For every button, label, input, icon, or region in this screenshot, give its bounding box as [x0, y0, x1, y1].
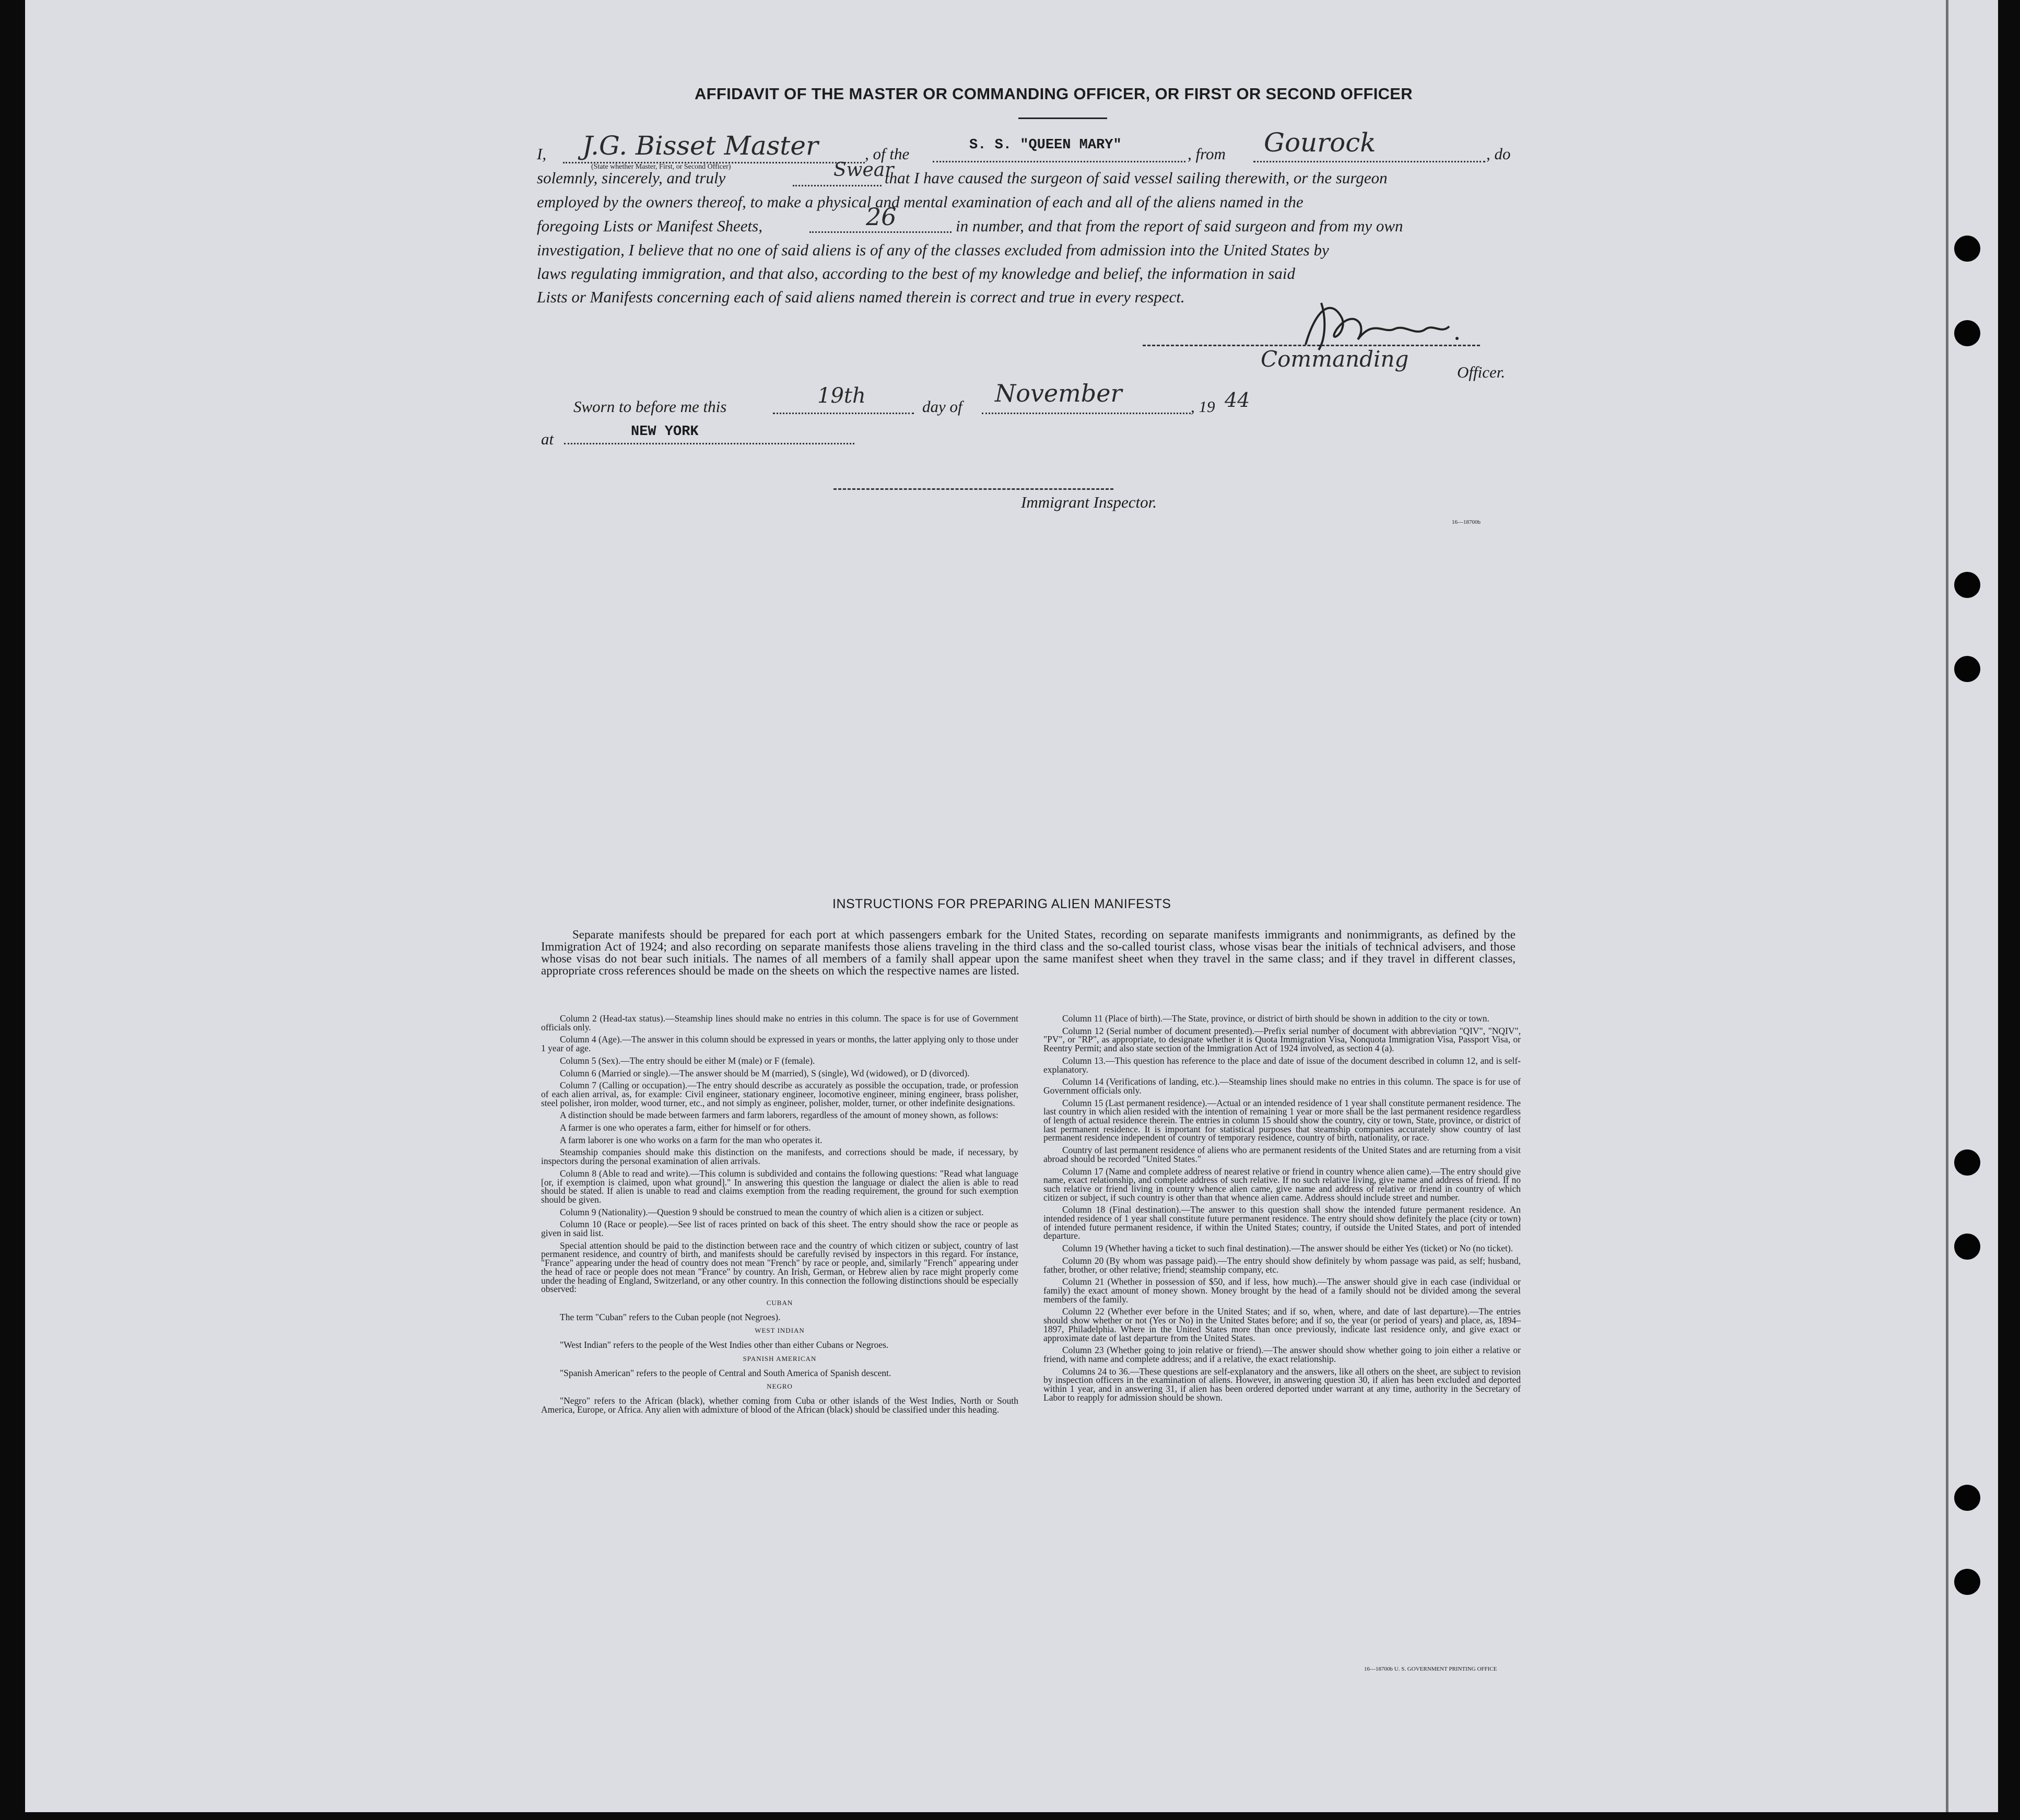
section-heading-cuban: CUBAN — [766, 1298, 793, 1307]
year-handwritten: 44 — [1225, 389, 1250, 412]
sheet-count-line — [809, 231, 952, 233]
instructions-intro: Separate manifests should be prepared for each port at which passengers embark for the United States, recording on separate manifests immigrants and nonimmigrants, as defined by the Immigration Act of 1924; and also recording on separate manifests those aliens traveling in the third class and the so-called tourist class, whose visas bear the initials of technical advisers, and those whose visas do not bear such initials. The names of all members of a family shall appear upon the same manifest sheet when they travel in the same class; and if they travel in different classes, appropriate cross references should be made on the sheets on which the respective names are listed. — [541, 928, 1516, 977]
at-label: at — [541, 430, 554, 448]
do-label: , do — [1486, 145, 1511, 163]
sheet-count-handwritten: 26 — [866, 203, 897, 231]
instructions-left-column — [541, 1014, 1018, 1417]
instruction-paragraph: Column 2 (Head-tax status).—Steamship lines should make no entries in this column. The space is for use of Government officials only. — [541, 1013, 1018, 1032]
punch-hole — [1954, 1149, 1980, 1176]
instruction-paragraph: Column 8 (Able to read and write).—This column is subdivided and contains the following questions: "Read what language [or, if exemption is claimed, upon what ground]." In answering this question the language or dialect the alien is able to read should be stated. If alien is unable to read and claims exemption from the reading requirement, the ground for such exemption should be given. — [541, 1168, 1018, 1205]
instruction-paragraph: Column 12 (Serial number of document presented).—Prefix serial number of document with abbreviation "QIV", "NQIV", "PV", or "RP", as appropriate, to designate whether it is Quota Immigration Visa, Nonquota Immigration Visa, Passport Visa, or Reentry Permit; and also state section of the Immigration Act of 1924 involved, as section 4 (a). — [1043, 1025, 1521, 1054]
instruction-paragraph: Column 5 (Sex).—The entry should be either M (male) or F (female). — [560, 1055, 815, 1066]
instruction-paragraph: "Negro" refers to the African (black), whether coming from Cuba or other islands of the West Indies, North or South America, Europe, or Africa. Any alien with admixture of blood of the African (black) should be classified under this heading. — [541, 1395, 1018, 1415]
instruction-paragraph: Steamship companies should make this distinction on the manifests, and corrections should be made, if necessary, by inspectors during the personal examination of alien arrivals. — [541, 1147, 1018, 1167]
affidavit-line-3: employed by the owners thereof, to make a physical and mental examination of each and all of the aliens named in the — [537, 193, 1303, 211]
instruction-paragraph: Column 6 (Married or single).—The answer should be M (married), S (single), Wd (widowed), or D (divorced). — [560, 1067, 970, 1078]
instructions-title: INSTRUCTIONS FOR PREPARING ALIEN MANIFESTS — [832, 897, 1171, 911]
place-typed: NEW YORK — [631, 424, 699, 440]
inspector-label: Immigrant Inspector. — [1021, 493, 1157, 511]
oath-handwritten: Swear — [833, 159, 894, 181]
day-handwritten: 19th — [817, 384, 866, 408]
instruction-paragraph: Column 14 (Verifications of landing, etc.).—Steamship lines should make no entries in this column. The space is for use of Government officials only. — [1043, 1076, 1521, 1096]
instruction-paragraph: Column 20 (By whom was passage paid).—The entry should show definitely by whom passage was paid, as self; husband, father, brother, or other relative; friend; steamship company, etc. — [1043, 1255, 1521, 1275]
from-label: , from — [1188, 145, 1226, 163]
form-code: 16—18700b — [1452, 519, 1481, 525]
instruction-paragraph: Column 4 (Age).—The answer in this column should be expressed in years or months, the latter applying only to those under 1 year of age. — [541, 1034, 1018, 1054]
day-line — [773, 413, 914, 414]
punch-hole — [1954, 236, 1980, 262]
instruction-paragraph: A farm laborer is one who works on a farm for the man who operates it. — [560, 1134, 823, 1145]
affidavit-line-5: investigation, I believe that no one of said aliens is of any of the classes excluded from admission into the United States by — [537, 241, 1329, 259]
section-heading-west-indian: WEST INDIAN — [755, 1326, 805, 1335]
affidavit-line-2: solemnly, sincerely, and truly — [537, 169, 726, 187]
instruction-paragraph: "West Indian" refers to the people of the West Indies other than either Cubans or Negroes. — [560, 1340, 889, 1351]
officer-name-handwritten: J.G. Bisset Master — [582, 131, 818, 161]
section-heading-spanish-american: SPANISH AMERICAN — [743, 1354, 817, 1363]
punch-hole — [1954, 656, 1980, 682]
officer-label: Officer. — [1457, 363, 1506, 381]
oath-line — [793, 185, 882, 186]
instruction-paragraph: Column 23 (Whether going to join relative or friend).—The answer should show whether going to join either a relative or friend, with name and complete address; and if a relative, the exact relationship. — [1043, 1345, 1521, 1364]
punch-hole — [1954, 1234, 1980, 1260]
instruction-paragraph: Column 18 (Final destination).—The answer to this question shall show the intended future permanent residence. An intended residence of 1 year shall constitute future permanent residence. The entry should show definitely the place (city or town) of intended future permanent residence, if within the United States; country, if outside the United States, and port of intended departure. — [1043, 1204, 1521, 1241]
instruction-paragraph: The term "Cuban" refers to the Cuban people (not Negroes). — [560, 1311, 781, 1322]
printing-office-footer: 16—18700b U. S. GOVERNMENT PRINTING OFFICE — [1364, 1666, 1497, 1672]
affidavit-line-1: I, — [537, 145, 547, 163]
section-heading-negro: NEGRO — [767, 1382, 793, 1391]
punch-hole — [1954, 320, 1980, 346]
affidavit-line-4b: in number, and that from the report of said surgeon and from my own — [956, 217, 1403, 235]
place-line — [564, 443, 854, 444]
port-line — [1253, 161, 1485, 162]
rank-handwritten: Commanding — [1261, 346, 1409, 372]
title-rule — [1018, 118, 1107, 119]
inspector-signature-line — [833, 488, 1113, 490]
departure-port-handwritten: Gourock — [1264, 127, 1376, 158]
instruction-paragraph: Column 21 (Whether in possession of $50, and if less, how much).—The answer should give in each case (individual or family) the exact amount of money shown. Money brought by the head of a family should not be divided among the several members of the family. — [1043, 1276, 1521, 1305]
instruction-paragraph: Special attention should be paid to the distinction between race and the country of which citizen or subject, country of last permanent residence, and country of birth, and manifests should be carefully revised by inspectors in this regard. For instance, "France" appearing under the head of country does not mean "French" by race or people, and, similarly "French" appearing under the head of race or people does not mean "France" by country. An Irish, German, or Hebrew alien by race might properly come under the heading of England, Switzerland, or any other country. In this connection the following distinctions should be especially observed: — [541, 1240, 1018, 1295]
day-of-label: day of — [922, 397, 962, 416]
affidavit-line-2b: that I have caused the surgeon of said vessel sailing therewith, or the surgeon — [885, 169, 1388, 187]
affidavit-line-4: foregoing Lists or Manifest Sheets, — [537, 217, 762, 235]
punch-hole — [1954, 1485, 1980, 1511]
vessel-name-typed: S. S. "QUEEN MARY" — [969, 137, 1122, 153]
affidavit-line-6: laws regulating immigration, and that also, according to the best of my knowledge and belief, the information in said — [537, 264, 1296, 283]
instruction-paragraph: Column 7 (Calling or occupation).—The entry should describe as accurately as possible the occupation, trade, or profession of each alien arrival, as, for example: Civil engineer, stationary engineer, locomotive engineer, mining engineer, brass polisher, steel polisher, iron molder, wood turner, etc., and not simply as engineer, polisher, molder, turner, or other indefinite designations. — [541, 1080, 1018, 1108]
instruction-paragraph: Column 11 (Place of birth).—The State, province, or district of birth should be shown in addition to the city or town. — [1062, 1013, 1489, 1024]
instruction-paragraph: "Spanish American" refers to the people of Central and South America of Spanish descent. — [560, 1367, 891, 1378]
of-the-label: , of the — [865, 145, 910, 163]
punch-hole — [1954, 1569, 1980, 1595]
instruction-paragraph: Column 9 (Nationality).—Question 9 should be construed to mean the country of which alien is a citizen or subject. — [560, 1206, 984, 1217]
sworn-label: Sworn to before me this — [573, 397, 727, 416]
page-edge — [1946, 0, 1948, 1812]
instructions-right-column — [1043, 1014, 1521, 1405]
month-line — [982, 413, 1191, 414]
affidavit-line-7: Lists or Manifests concerning each of said aliens named therein is correct and true in every respect. — [537, 288, 1185, 306]
instruction-paragraph: A distinction should be made between farmers and farm laborers, regardless of the amount of money shown, as follows: — [560, 1110, 999, 1121]
instruction-paragraph: Column 22 (Whether ever before in the United States; and if so, when, where, and date of last departure).—The entries should show whether or not (Yes or No) in the United States before; and if so, the year (or period of years) and place, as, 1894–1897, Philadelphia. Where in the United States more than once previously, indicate last residence only, and give exact or approximate date of last departure from the United States. — [1043, 1306, 1521, 1343]
instruction-paragraph: Column 17 (Name and complete address of nearest relative or friend in country whence alien came).—The entry should give name, exact relationship, and complete address of such relative. If no such relative living, give name and address of friend. If no such relative or friend living in country whence alien came, give name and address of relative or friend in country of which citizen or subject, if such country is other than that whence alien came. Address should include street and number. — [1043, 1166, 1521, 1203]
month-handwritten: November — [995, 379, 1122, 407]
instruction-paragraph: Country of last permanent residence of aliens who are permanent residents of the United States and are returning from a visit abroad should be recorded "United States." — [1043, 1145, 1521, 1164]
year-prefix: , 19 — [1191, 397, 1215, 416]
instruction-paragraph: A farmer is one who operates a farm, either for himself or for others. — [560, 1122, 811, 1133]
affidavit-title: AFFIDAVIT OF THE MASTER OR COMMANDING OFFICER, OR FIRST OR SECOND OFFICER — [695, 85, 1413, 103]
punch-hole — [1954, 572, 1980, 598]
instruction-paragraph: Column 10 (Race or people).—See list of races printed on back of this sheet. The entry should show the race or people as given in said list. — [541, 1219, 1018, 1239]
instruction-paragraph: Column 15 (Last permanent residence).—Actual or an intended residence of 1 year shall constitute permanent residence. The last country in which alien resided with the intention of remaining 1 year or more shall be the last permanent residence regardless of length of actual residence therein. The entries in column 15 should show the country, city or town, State, province, or district of last permanent residence. It is important for statistical purposes that steamship companies accurately show country of last permanent residence independent of country of temporary residence, country of birth, nationality, or race. — [1043, 1097, 1521, 1143]
instruction-paragraph: Column 13.—This question has reference to the place and date of issue of the document described in column 12, and is self-explanatory. — [1043, 1055, 1521, 1075]
instruction-paragraph: Column 19 (Whether having a ticket to such final destination).—The answer should be either Yes (ticket) or No (no ticket). — [1062, 1243, 1513, 1254]
officer-note: (State whether Master, First, or Second Officer) — [591, 163, 731, 171]
instruction-paragraph: Columns 24 to 36.—These questions are self-explanatory and the answers, like all others on the sheet, are subject to revision by inspection officers in the examination of aliens. However, in answering question 30, if alien has been excluded and deported within 1 year, and in answering 31, if alien has been ordered deported under warrant at any time, authority in the Secretary of Labor to reapply for admission should be shown. — [1043, 1366, 1521, 1403]
vessel-line — [933, 161, 1185, 162]
